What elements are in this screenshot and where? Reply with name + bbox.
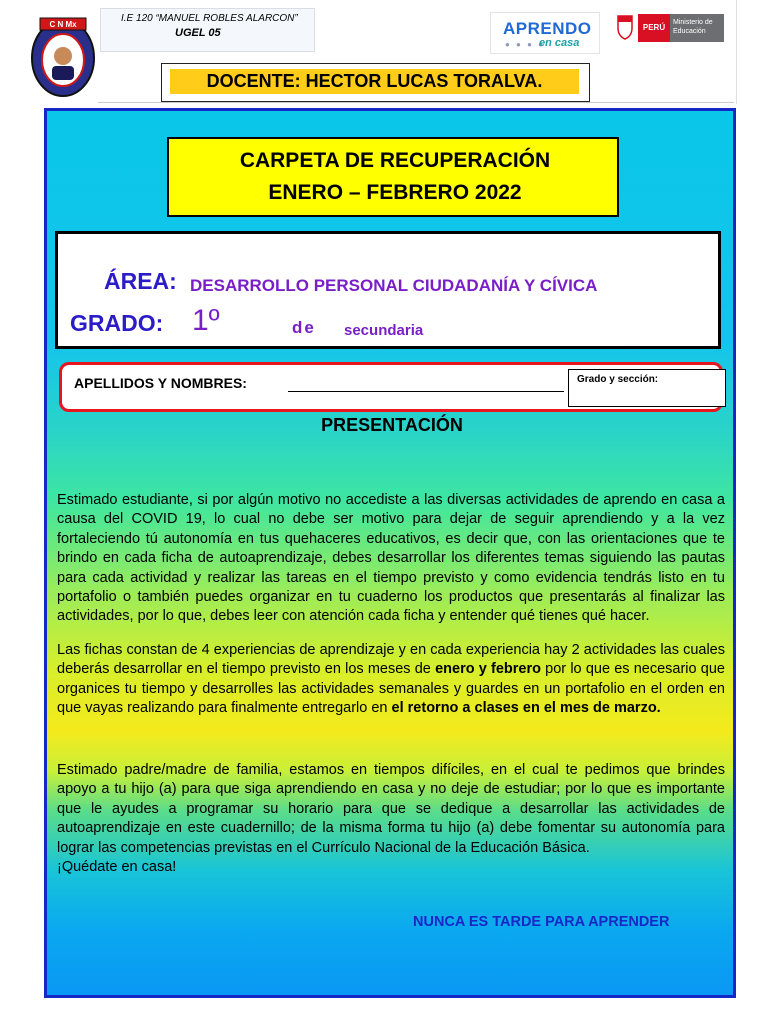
fichas-months: enero y febrero — [435, 661, 541, 678]
title-box — [167, 137, 619, 217]
paragraph-fichas — [57, 641, 725, 719]
header-divider-vertical — [736, 0, 737, 104]
padres-text: Estimado padre/madre de familia, estamos en tiempos difíciles, en el cual te pedimos que brindes apoyo a tu hijo (a) para que siga aprendiendo en casa y no deje de estudiar; por lo que es importante que le ayudes a programar su horario para que se dedique a desarrollar las actividades de autoaprendizaje en este cuadernillo; de la misma forma tu hijo (a) debe fomentar su autonomía para lograr las competencias previstas en el Currículo Nacional de la Educación Básica. — [57, 762, 725, 856]
grado-seccion-field[interactable] — [568, 369, 726, 407]
docente-name: DOCENTE: HECTOR LUCAS TORALVA. — [170, 69, 579, 94]
names-label: APELLIDOS Y NOMBRES: — [74, 375, 247, 391]
presentacion-heading: PRESENTACIÓN — [321, 415, 463, 435]
names-write-line[interactable] — [288, 391, 564, 392]
paragraph-padres — [57, 761, 725, 877]
fichas-retorno: el retorno a clases en el mes de marzo. — [391, 700, 661, 717]
quedate-en-casa: ¡Quédate en casa! — [57, 859, 177, 876]
student-names-box — [59, 362, 723, 412]
closing-motto: NUNCA ES TARDE PARA APRENDER — [413, 914, 670, 930]
aprendo-en-casa-logo — [490, 12, 600, 54]
grado-de: de — [292, 318, 316, 337]
aprendo-sub: en casa — [539, 37, 580, 49]
seccion-label: Grado y sección: — [577, 374, 659, 385]
ministerio-logo — [612, 10, 724, 46]
school-name: I.E 120 “MANUEL ROBLES ALARCON” — [121, 13, 298, 24]
school-info-box — [100, 8, 315, 52]
area-label: ÁREA: — [104, 268, 177, 294]
aprendo-dots-icon: ● ● ● ● — [505, 40, 545, 49]
grado-label: GRADO: — [70, 310, 164, 336]
peru-shield-icon — [616, 14, 634, 40]
title-line-1: CARPETA DE RECUPERACIÓN — [239, 149, 551, 172]
area-value: DESARROLLO PERSONAL CIUDADANÍA Y CÍVICA — [190, 276, 598, 295]
grado-number: 1º — [192, 304, 220, 337]
paragraph-estudiante: Estimado estudiante, si por algún motivo no accediste a las diversas actividades de aprendo en casa a causa del COVID 19, lo cual no debe ser motivo para dejar de seguir aprendiendo y a la vez fortaleciendo tú autonomía en tus quehaceres educativos, es decir que, con las orientaciones que te brindo en cada ficha de autoaprendizaje, debes desarrollar los diferentes temas siguiendo las pautas para cada actividad y realizar las tareas en el tiempo previsto y como evidencia tendrás listo en tu portafolio o también puedes organizar en tu cuaderno los productos que presentarás al finalizar las actividades, por lo que, debes leer con atención cada ficha y entender qué tienes qué hacer. — [57, 492, 725, 625]
aprendo-title: APRENDO — [503, 19, 592, 38]
docente-box — [161, 63, 590, 102]
main-panel — [44, 108, 736, 998]
school-ugel: UGEL 05 — [175, 27, 221, 39]
fichas-text-a: Las fichas constan de 4 experiencias de aprendizaje y en cada experiencia hay 2 actividades las cuales deberás desarrollar en el tiempo previsto en los meses de — [57, 642, 725, 678]
title-line-2: ENERO – FEBRERO 2022 — [268, 181, 522, 204]
page-header — [0, 0, 768, 104]
ministerio-label: Ministerio de Educación — [670, 14, 724, 42]
area-grado-box — [55, 231, 721, 349]
school-crest-logo — [30, 12, 96, 100]
crest-badge-text: C N Mx — [49, 20, 77, 29]
fichas-text-c: por lo que es necesario que organices tu tiempo y desarrolles las actividades semanales y guardes en un portafolio en el orden en que vayas realizando para finalmente entregarlo en — [57, 661, 725, 717]
peru-label: PERÚ — [638, 14, 670, 42]
grado-level: secundaria — [344, 322, 424, 339]
header-divider — [98, 102, 734, 103]
